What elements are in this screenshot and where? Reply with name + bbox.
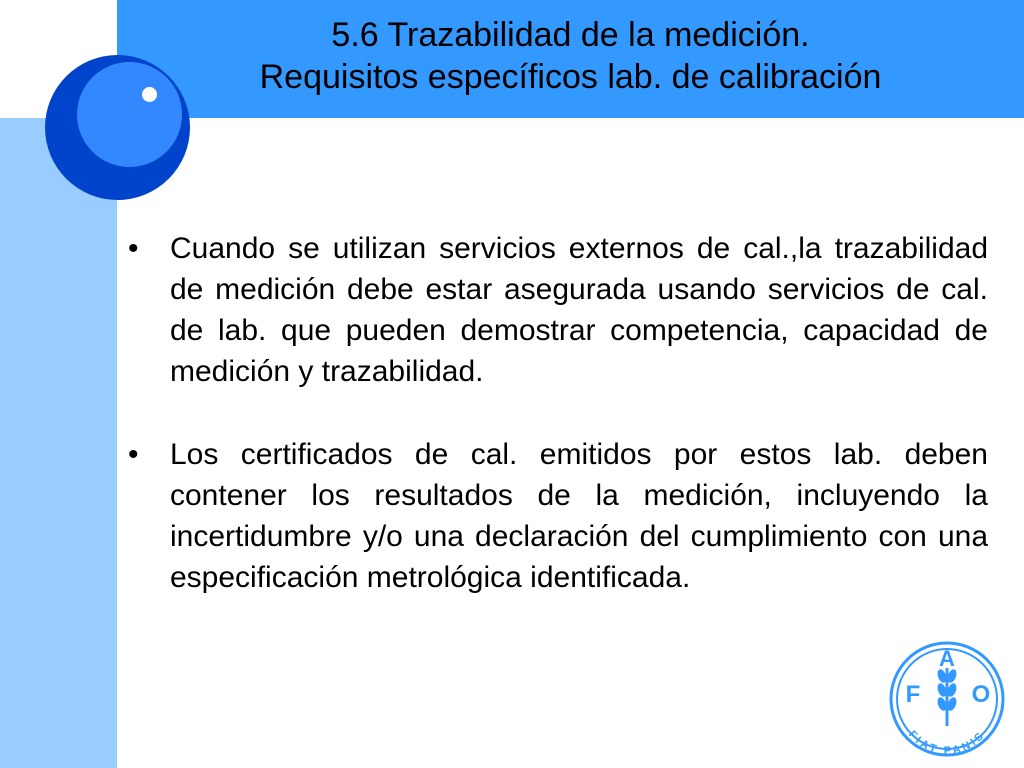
logo-letter-a: A	[939, 646, 955, 671]
bullet-text: Cuando se utilizan servicios externos de cal.,la trazabilidad de medición debe estar asegurada usando servicios de cal. de lab. que pueden demostrar competencia, capacidad de medición y trazabilidad.	[170, 232, 988, 388]
decorative-circle-dot	[142, 87, 157, 102]
left-accent-bar	[0, 118, 117, 768]
logo-motto-text: FIAT PANIS	[905, 728, 989, 758]
title-line-2: Requisitos específicos lab. de calibración	[259, 58, 882, 96]
logo-letter-o: O	[971, 681, 991, 708]
logo-letter-f: F	[905, 681, 921, 708]
bullet-marker: •	[128, 232, 139, 265]
title-line-1: 5.6 Trazabilidad de la medición.	[331, 16, 810, 54]
decorative-circle-inner	[77, 62, 182, 167]
bullet-text: Los certificados de cal. emitidos por estos lab. deben contener los resultados de la medición, incluyendo la incertidumbre y/o una declaración del cumplimiento con una especificación metrológica identificada.	[170, 438, 988, 594]
logo-motto	[906, 729, 988, 758]
fao-logo-icon	[887, 640, 1007, 758]
bullet-item	[128, 228, 988, 392]
slide-title	[117, 14, 1024, 98]
bullet-list	[128, 228, 988, 640]
bullet-marker: •	[128, 438, 139, 471]
bullet-item	[128, 434, 988, 598]
